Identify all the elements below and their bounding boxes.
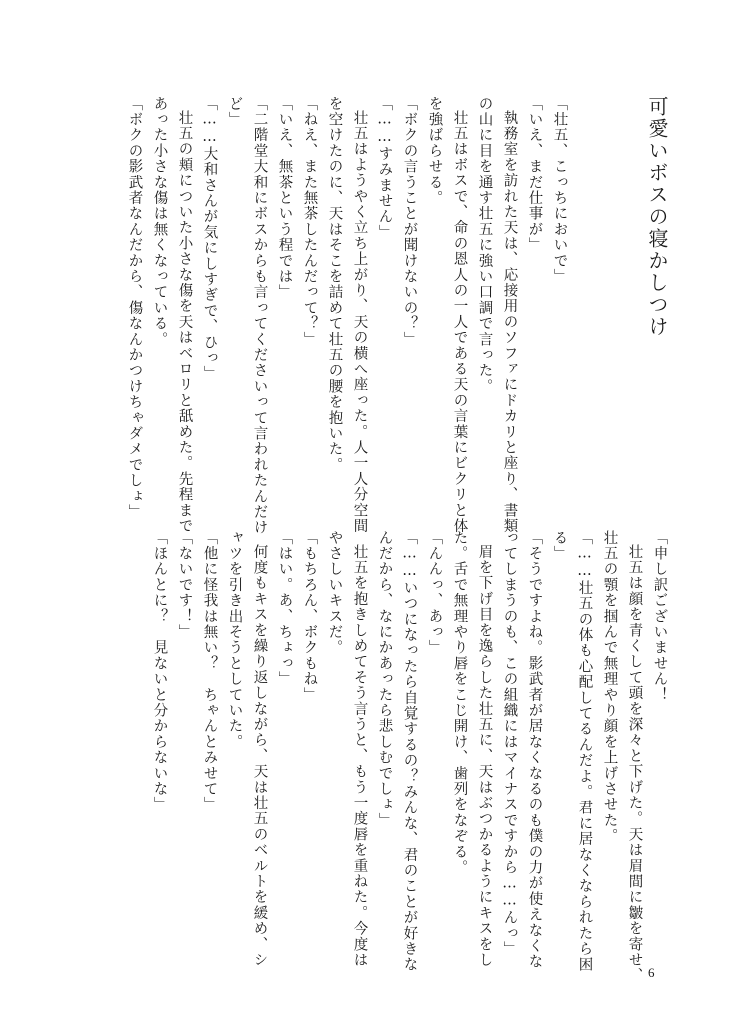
text-line: 壮五の頬についた小さな傷を天はベロリと舐めた。先程まで	[176, 110, 193, 534]
text-line: 「そうですよね。影武者が居なくなるのも僕の力が使えなくな	[526, 530, 543, 970]
text-line: 「二階堂大和にボスからも言ってくださいって言われたんだけ	[251, 96, 268, 536]
text-line: 「いえ、無茶という程では」	[276, 96, 293, 301]
text-line: 「いえ、まだ仕事が」	[526, 96, 543, 253]
text-line: 執務室を訪れた天は、応接用のソファにドカリと座り、書類	[501, 110, 518, 534]
text-line: 「……大和さんが気にしすぎで、ひっ」	[201, 96, 218, 382]
text-line: 壮五の顎を掴んで無理やり顔を上げさせた。	[601, 530, 618, 844]
text-line: 「ボクの言うことが聞けないの？」	[401, 96, 418, 348]
text-line: 「壮五、こっちにおいで」	[551, 96, 568, 285]
text-line: ど」	[226, 96, 243, 128]
text-line: 「……いつになったら自覚するの？みんな、君のことが好きな	[401, 530, 418, 973]
text-line: 壮五はようやく立ち上がり、天の横へ座った。人一人分空間	[351, 110, 368, 534]
text-line: を空けたのに、天はそこを詰めて壮五の腰を抱いた。	[326, 96, 343, 473]
text-line: 「んんっ、あっ」	[426, 530, 443, 656]
page-title: 可愛いボスの寝かしつけ	[645, 96, 669, 338]
text-line: 壮五を抱きしめてそう言うと、もう一度唇を重ねた。今度は	[351, 544, 368, 968]
text-line: 「ねえ、また無茶したんだって？」	[301, 96, 318, 348]
text-line: 「ほんとに？ 見ないと分からないな」	[151, 530, 168, 813]
text-line: 「……すみません」	[376, 96, 393, 241]
text-line: やさしいキスだ。	[326, 530, 343, 656]
text-line: 壮五は顔を青くして頭を深々と下げた。天は眉間に皺を寄せ、	[626, 544, 643, 984]
text-line: 「はい。あ、ちょっ」	[276, 530, 293, 687]
text-line: ャツを引き出そうとしていた。	[226, 530, 243, 750]
text-line: 「もちろん、ボクもね」	[301, 530, 318, 703]
text-line: 何度もキスを繰り返しながら、天は壮五のベルトを緩め、シ	[251, 544, 268, 968]
text-line: 壮五はボスで、命の恩人の一人である天の言葉にビクリと体	[451, 110, 468, 534]
text-line: ってしまうのも、この組織にはマイナスですから……んっ」	[501, 530, 518, 957]
text-line: の山に目を通す壮五に強い口調で言った。	[476, 96, 493, 395]
text-line: あった小さな傷は無くなっている。	[151, 96, 168, 348]
text-line: 「他に怪我は無い？ ちゃんとみせて」	[201, 530, 218, 813]
text-line: 「ボクの影武者なんだから、傷なんかつけちゃダメでしょ」	[126, 96, 143, 520]
page-number: 6	[648, 965, 655, 980]
text-line: た。舌で無理やり唇をこじ開け、歯列をなぞる。	[451, 530, 468, 876]
text-line: 眉を下げ目を逸らした壮五に、天はぶつかるようにキスをし	[476, 544, 493, 968]
text-line: 「ないです！」	[176, 530, 193, 640]
text-line: 「申し訳ございません！	[651, 530, 668, 703]
text-line: る」	[551, 530, 568, 562]
text-line: んだから、なにかあったら悲しむでしょ」	[376, 530, 393, 829]
text-line: を強ばらせる。	[426, 96, 443, 206]
text-line: 「……壮五の体も心配してるんだよ。君に居なくなられたら困	[576, 530, 593, 973]
